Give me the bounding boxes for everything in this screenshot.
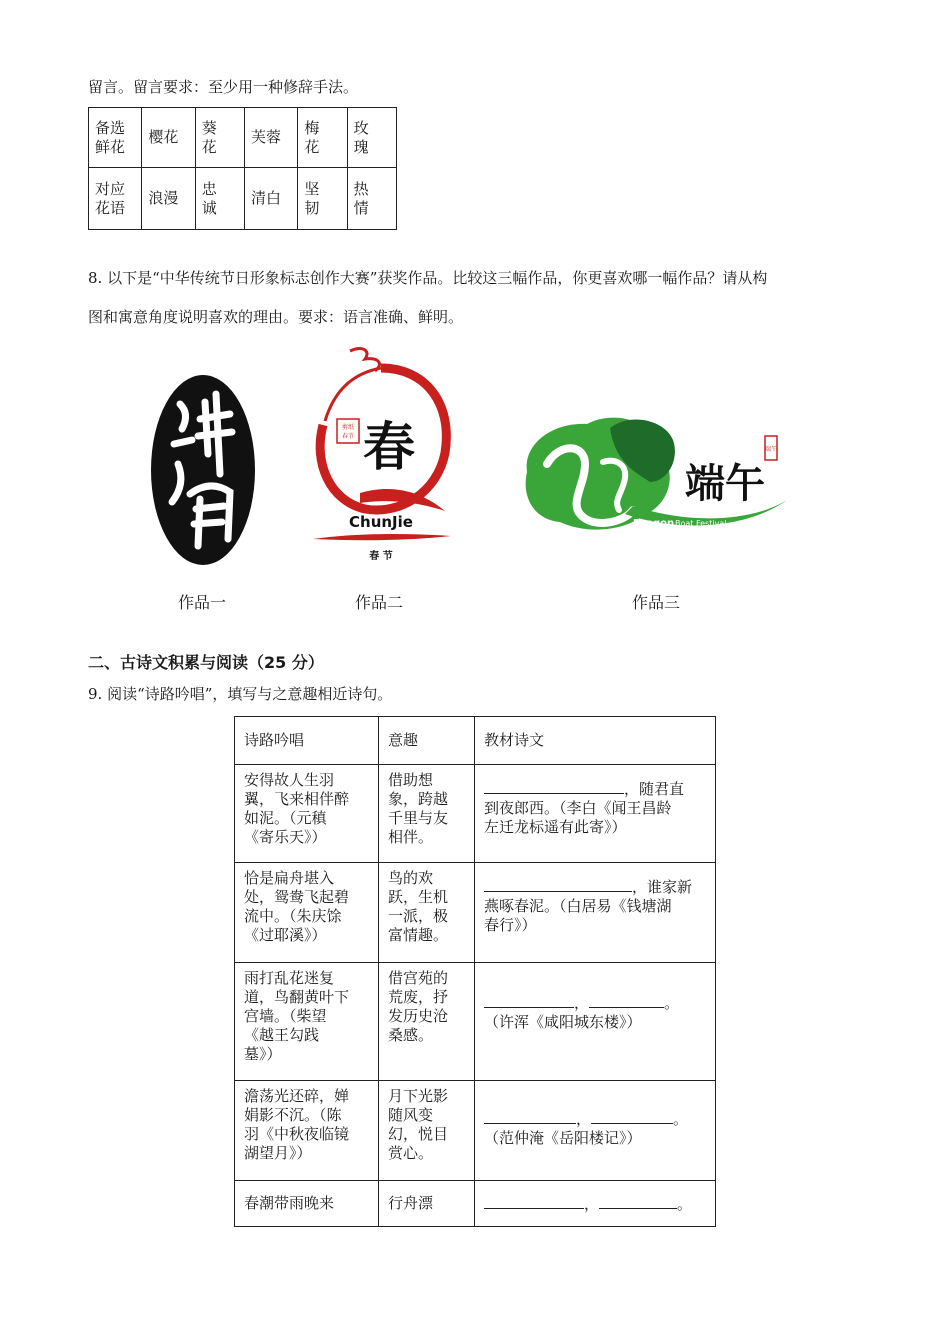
table-cell: 对应 花语: [89, 168, 142, 230]
table-cell: 安得故人生羽 翼，飞来相伴醉 如泥。（元稹 《寄乐天》）: [235, 765, 379, 863]
answer-blank[interactable]: [599, 1194, 677, 1209]
caption-work-2: 作品二: [355, 593, 404, 612]
answer-blank[interactable]: [484, 993, 574, 1008]
table-row: [235, 1081, 716, 1181]
question-8-line1: 8. 以下是“中华传统节日形象标志创作大赛”获奖作品。比较这三幅作品，你更喜欢哪一幅作品？请从构: [88, 269, 768, 287]
logo-chunjie-image: [305, 343, 457, 565]
table-cell: 樱花: [142, 108, 195, 168]
intro-line: 留言。留言要求：至少用一种修辞手法。: [88, 78, 359, 96]
logo3-english-festival: Boat Festival: [675, 519, 727, 528]
table-row: [235, 863, 716, 963]
text-fragment: 。: [664, 994, 680, 1012]
table-cell: 忠 诚: [195, 168, 244, 230]
text-fragment: ，: [576, 1110, 592, 1128]
flower-table: [88, 107, 397, 230]
text-fragment: ，: [584, 1194, 600, 1213]
logo-qingming-image: [150, 374, 256, 566]
table-cell: [475, 1181, 716, 1227]
answer-blank[interactable]: [589, 993, 664, 1008]
logo2-seal-line1: 剪纸: [341, 424, 355, 431]
answer-blank[interactable]: [591, 1109, 673, 1124]
table-cell: 澹荡光还碎，婵 娟影不沉。（陈 羽《中秋夜临镜 湖望月》）: [235, 1081, 379, 1181]
section-2-title: 二、古诗文积累与阅读（25 分）: [88, 653, 324, 672]
answer-blank[interactable]: [484, 1109, 576, 1124]
answer-blank[interactable]: [484, 779, 624, 794]
table-cell: 备选 鲜花: [89, 108, 142, 168]
logo3-english-dragon: Dragon: [633, 518, 675, 529]
table-cell: 行舟漂: [379, 1181, 475, 1227]
table-cell: 鸟的欢 跃，生机 一派，极 富情趣。: [379, 863, 475, 963]
text-fragment: （范仲淹《岳阳楼记》）: [484, 1129, 642, 1147]
table-cell: 坚 韧: [298, 168, 347, 230]
answer-blank[interactable]: [484, 877, 632, 892]
table-row: [89, 108, 397, 168]
text-fragment: 。: [677, 1194, 693, 1213]
caption-work-1: 作品一: [178, 593, 227, 612]
table-cell: 雨打乱花迷复 道，鸟翻黄叶下 宫墙。（柴望 《越王勾践 墓》）: [235, 963, 379, 1081]
table-cell: 清白: [245, 168, 298, 230]
text-fragment: 到夜郎西。（李白《闻王昌龄 左迁龙标遥有此寄》）: [484, 799, 672, 836]
table-row: [235, 765, 716, 863]
logo2-chinese-caption: 春 节: [369, 551, 393, 562]
text-fragment: ，: [574, 994, 590, 1012]
table-cell: 热 情: [347, 168, 396, 230]
table-header: 诗路吟唱: [235, 717, 379, 765]
table-cell: 借助想 象，跨越 千里与友 相伴。: [379, 765, 475, 863]
table-cell: 月下光影 随风变 幻，悦目 赏心。: [379, 1081, 475, 1181]
table-cell: 恰是扁舟堪入 处，鸳鸯飞起碧 流中。（朱庆馀 《过耶溪》）: [235, 863, 379, 963]
question-8-line2: 图和寓意角度说明喜欢的理由。要求：语言准确、鲜明。: [88, 308, 464, 326]
text-fragment: 。: [673, 1110, 689, 1128]
table-cell: [475, 963, 716, 1081]
table-cell: 借宫苑的 荒废，抒 发历史沧 桑感。: [379, 963, 475, 1081]
table-row: [89, 168, 397, 230]
table-cell: 春潮带雨晚来: [235, 1181, 379, 1227]
table-header: 教材诗文: [475, 717, 716, 765]
table-header: 意趣: [379, 717, 475, 765]
table-row: [235, 1181, 716, 1227]
table-cell: [475, 765, 716, 863]
text-fragment: ，谁家新: [632, 878, 693, 896]
question-9-prompt: 9. 阅读“诗路吟唱”，填写与之意趣相近诗句。: [88, 685, 393, 703]
logo2-english-text: ChunJie: [349, 513, 413, 531]
poem-table: [234, 716, 716, 1227]
logo2-seal-line2: 春节: [341, 433, 355, 440]
logo3-main-characters: 端午: [685, 460, 765, 507]
table-cell: 梅 花: [298, 108, 347, 168]
caption-work-3: 作品三: [632, 593, 681, 612]
table-header-row: [235, 717, 716, 765]
text-fragment: ，随君直: [624, 780, 685, 798]
table-cell: [475, 1081, 716, 1181]
logo2-main-character: 春: [362, 417, 416, 478]
text-fragment: （许浑《咸阳城东楼》）: [484, 1013, 642, 1031]
logo3-seal: 端午: [764, 446, 778, 453]
table-cell: [475, 863, 716, 963]
text-fragment: 燕啄春泥。（白居易《钱塘湖 春行》）: [484, 897, 672, 934]
table-cell: 芙蓉: [245, 108, 298, 168]
table-cell: 葵 花: [195, 108, 244, 168]
table-cell: 玫 瑰: [347, 108, 396, 168]
logo-duanwu-image: [515, 402, 805, 548]
answer-blank[interactable]: [484, 1194, 584, 1209]
table-cell: 浪漫: [142, 168, 195, 230]
table-row: [235, 963, 716, 1081]
